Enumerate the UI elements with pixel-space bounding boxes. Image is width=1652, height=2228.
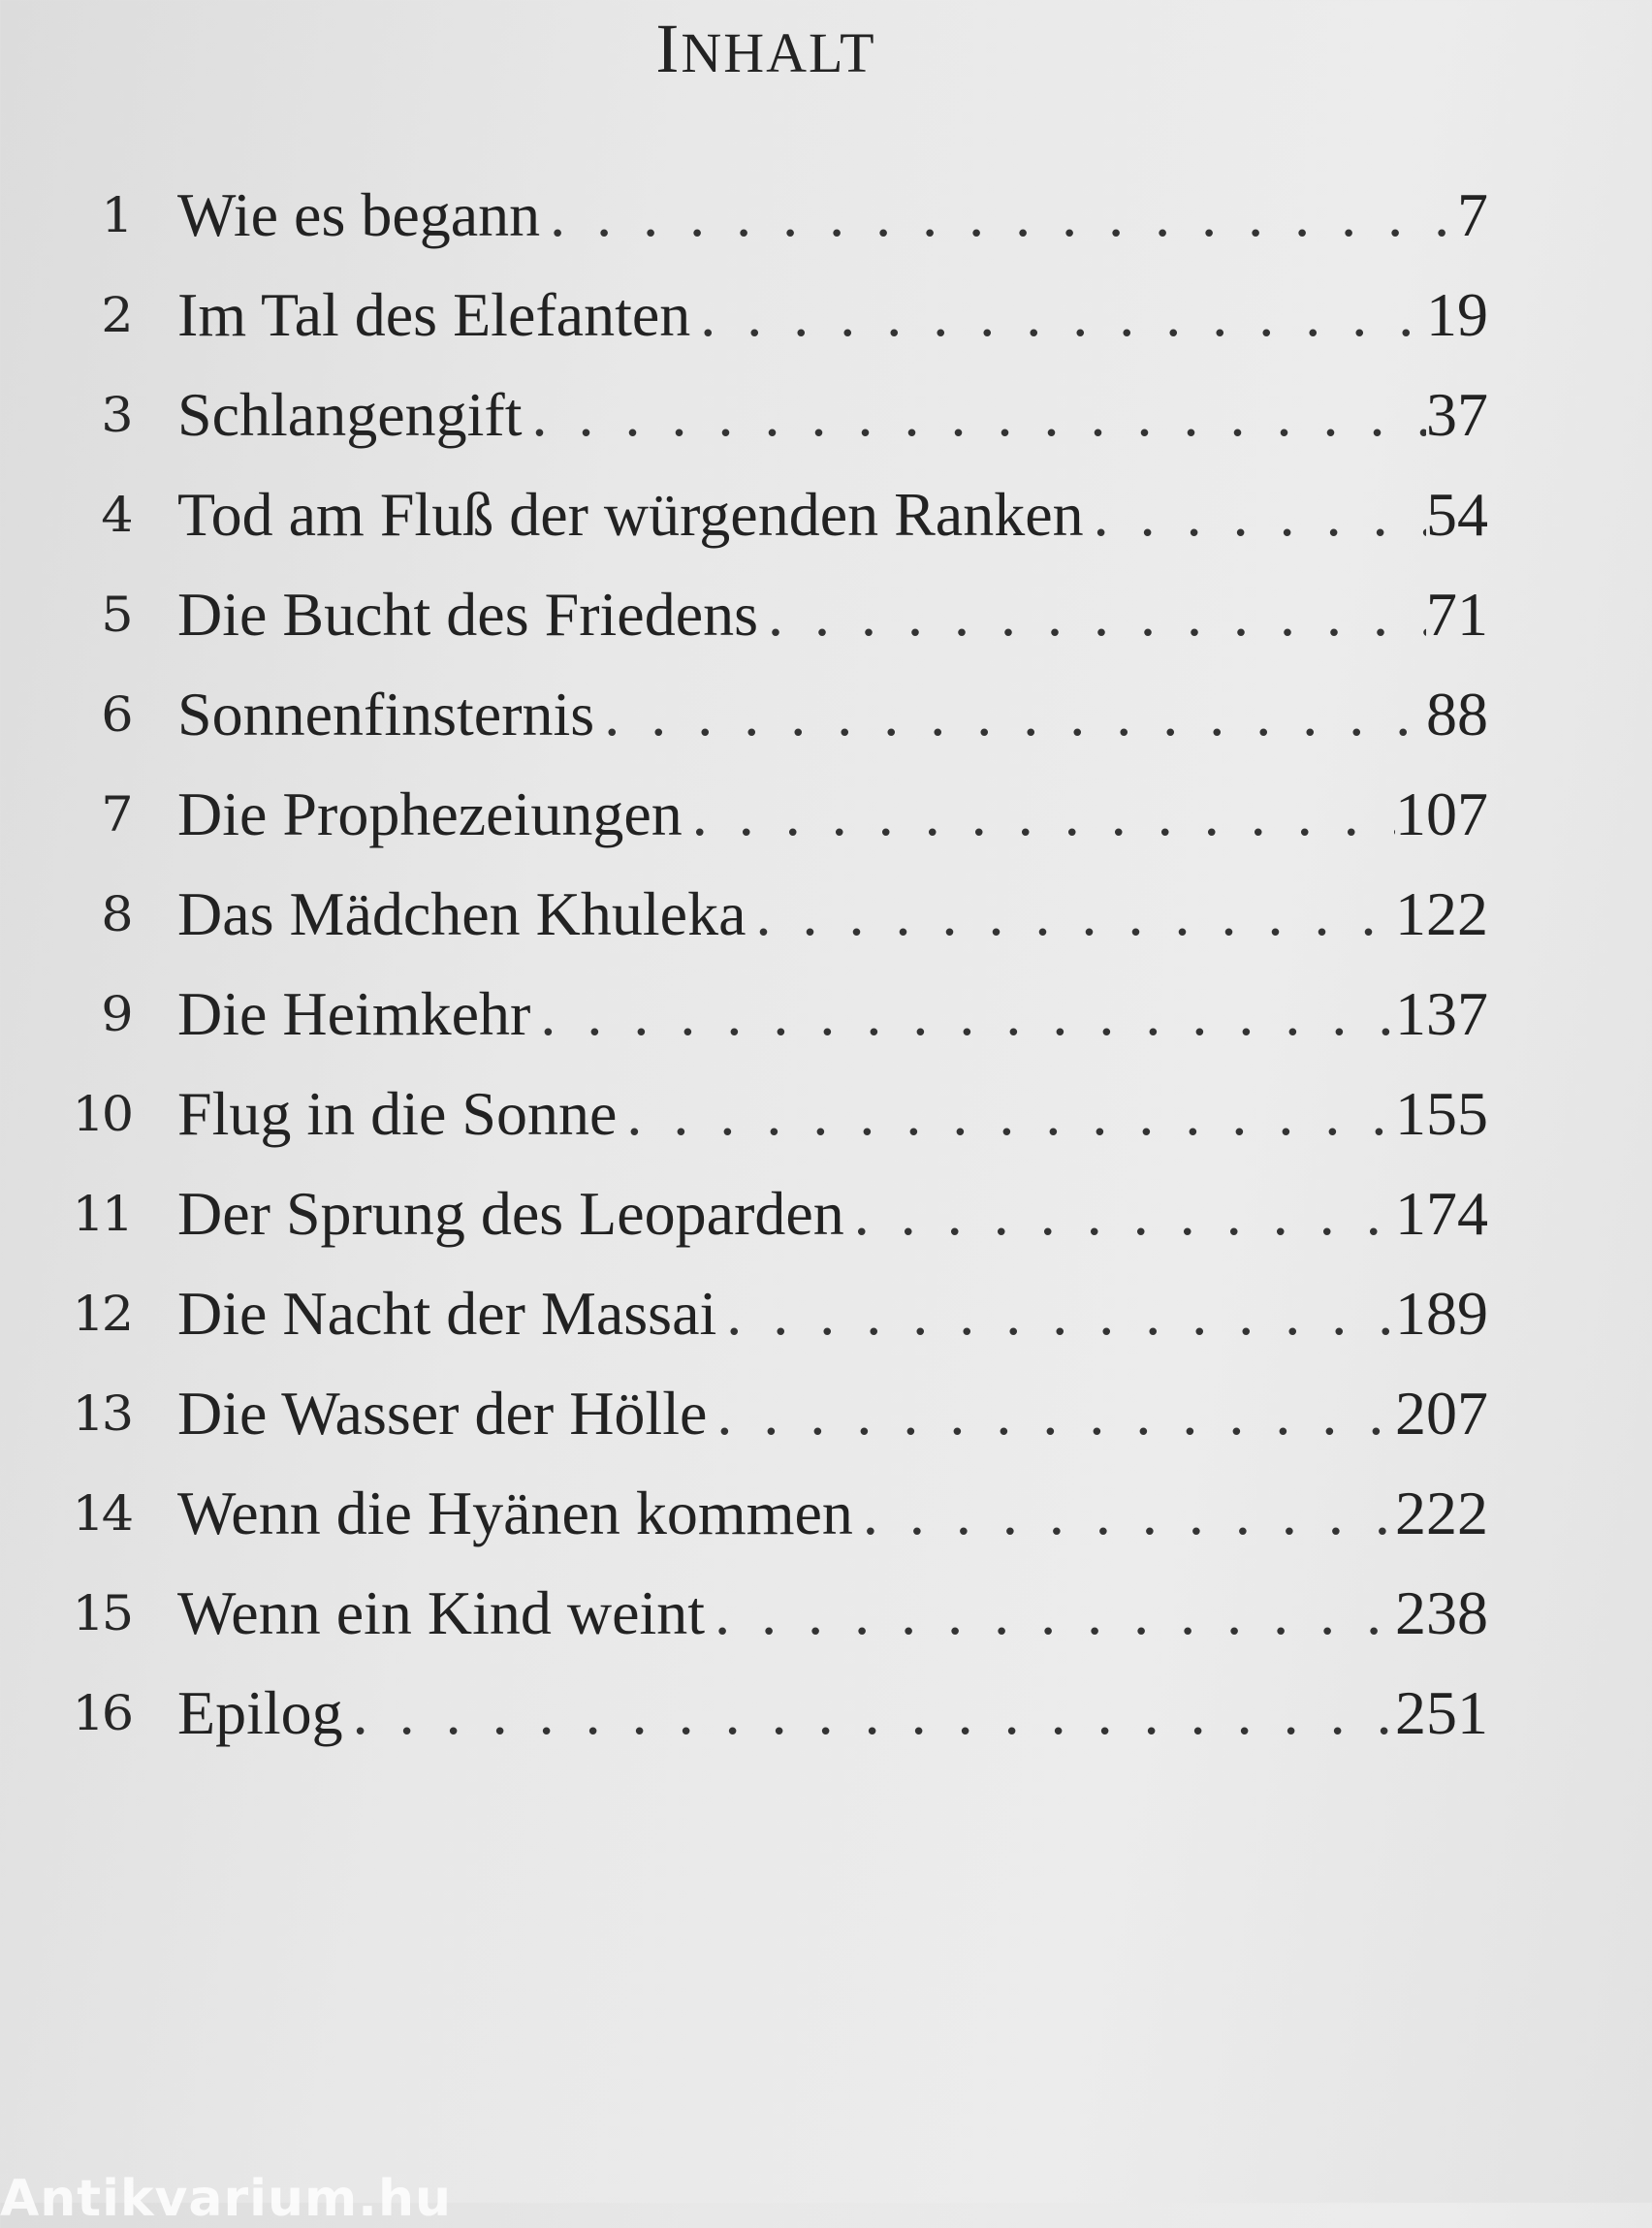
dot-leader: [853, 1463, 1395, 1564]
dot-leader: [746, 864, 1395, 965]
chapter-title: Die Wasser der Hölle: [177, 1379, 708, 1448]
page-number: 122: [1395, 879, 1488, 948]
chapter-title: Schlangengift: [177, 380, 523, 449]
page-number: 207: [1395, 1379, 1488, 1448]
chapter-number: 5: [101, 587, 131, 643]
toc-entry-3: [0, 365, 1652, 465]
page-number: 189: [1395, 1279, 1488, 1348]
chapter-title: Im Tal des Elefanten: [177, 280, 691, 349]
page-number: 88: [1426, 680, 1488, 748]
dot-leader: [716, 1263, 1395, 1364]
chapter-number: 10: [72, 1086, 132, 1142]
chapter-title: Die Heimkehr: [177, 979, 531, 1048]
chapter-number: 13: [72, 1385, 132, 1442]
page-number: 19: [1426, 280, 1488, 349]
toc-entry-16: [0, 1663, 1652, 1764]
dot-leader: [758, 564, 1426, 665]
page-number: 251: [1395, 1678, 1488, 1747]
dot-leader: [844, 1163, 1395, 1264]
toc-entry-15: [0, 1563, 1652, 1664]
page-number: 37: [1426, 380, 1488, 449]
toc-entry-1: [0, 165, 1652, 266]
watermark: Antikvarium.hu: [0, 2170, 452, 2228]
chapter-number: 14: [72, 1485, 132, 1542]
dot-leader: [705, 1563, 1395, 1664]
page-number: 174: [1395, 1179, 1488, 1248]
toc-entry-12: [0, 1263, 1652, 1364]
page-number: 238: [1395, 1578, 1488, 1647]
chapter-title: Tod am Fluß der würgenden Ranken: [177, 480, 1084, 549]
dot-leader: [690, 265, 1426, 366]
dot-leader: [617, 1064, 1395, 1164]
chapter-number: 8: [101, 886, 131, 942]
chapter-title: Epilog: [177, 1678, 343, 1747]
chapter-title: Der Sprung des Leoparden: [177, 1179, 844, 1248]
chapter-title: Flug in die Sonne: [177, 1079, 618, 1148]
chapter-number: 7: [101, 786, 131, 843]
chapter-title: Sonnenfinsternis: [177, 680, 595, 748]
page-number: 222: [1395, 1479, 1488, 1547]
toc-entry-2: [0, 265, 1652, 366]
page-number: 155: [1395, 1079, 1488, 1148]
dot-leader: [522, 365, 1426, 465]
chapter-title: Wenn ein Kind weint: [177, 1578, 706, 1647]
chapter-number: 15: [72, 1585, 132, 1641]
toc-entry-11: [0, 1163, 1652, 1264]
dot-leader: [343, 1663, 1395, 1764]
dot-leader: [594, 664, 1426, 765]
dot-leader: [540, 165, 1449, 266]
toc-entry-9: [0, 964, 1652, 1065]
toc-entry-5: [0, 564, 1652, 665]
chapter-number: 4: [101, 487, 131, 543]
page-number: 7: [1457, 180, 1488, 249]
dot-leader: [707, 1363, 1395, 1464]
chapter-title: Das Mädchen Khuleka: [177, 879, 747, 948]
chapter-number: 12: [72, 1286, 132, 1342]
toc-entry-4: [0, 464, 1652, 565]
page-number: 137: [1395, 979, 1488, 1048]
chapter-number: 11: [72, 1186, 132, 1242]
chapter-title: Die Prophezeiungen: [177, 780, 683, 848]
dot-leader: [530, 964, 1395, 1065]
page-title: INHALT: [655, 10, 876, 87]
page-number: 71: [1426, 580, 1488, 649]
chapter-title: Die Bucht des Friedens: [177, 580, 758, 649]
chapter-title: Wie es begann: [177, 180, 541, 249]
chapter-title: Wenn die Hyänen kommen: [177, 1479, 853, 1547]
page-number: 107: [1395, 780, 1488, 848]
dot-leader: [1084, 464, 1426, 565]
toc-entry-10: [0, 1064, 1652, 1164]
toc-entry-14: [0, 1463, 1652, 1564]
toc-entry-13: [0, 1363, 1652, 1464]
chapter-number: 2: [101, 287, 131, 343]
chapter-number: 9: [101, 986, 131, 1042]
page-number: 54: [1426, 480, 1488, 549]
chapter-number: 3: [101, 387, 131, 443]
toc-entry-7: [0, 764, 1652, 865]
chapter-number: 1: [101, 187, 131, 243]
toc-entry-8: [0, 864, 1652, 965]
chapter-number: 6: [101, 686, 131, 743]
dot-leader: [683, 764, 1395, 865]
chapter-title: Die Nacht der Massai: [177, 1279, 717, 1348]
toc-entry-6: [0, 664, 1652, 765]
chapter-number: 16: [72, 1685, 132, 1741]
